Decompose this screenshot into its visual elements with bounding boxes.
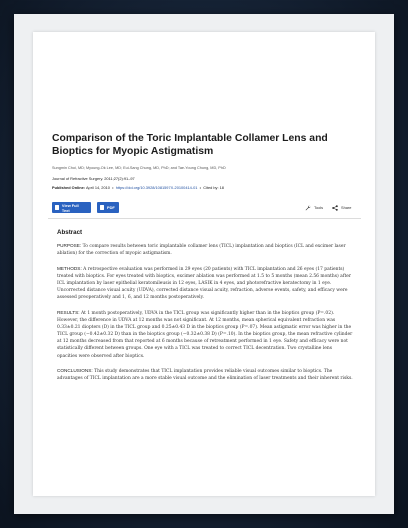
abstract-heading: Abstract: [57, 229, 83, 236]
publication-info: [52, 185, 352, 190]
purpose-label: PURPOSE:: [57, 243, 82, 248]
author-list: Sungmin Choi, MD; Myoung-Ok Lee, MD; Eui-Sang Chung, MD, PhD; and Tae-Young Chung, MD, PhD: [52, 166, 226, 170]
wrench-icon: [305, 205, 311, 211]
share-button[interactable]: [332, 203, 351, 212]
article-title: Comparison of the Toric Implantable Collamer Lens and Bioptics for Myopic Astigmatism: [52, 133, 328, 157]
tools-label: Tools: [314, 205, 324, 210]
doi-link[interactable]: https://doi.org/10.3928/1081597X-20100414-01: [115, 185, 198, 190]
view-full-text-button[interactable]: [52, 202, 91, 213]
abstract-methods: [57, 265, 353, 301]
cited-by-label: Cited by:: [203, 185, 219, 190]
results-label: RESULTS:: [57, 310, 80, 315]
abstract-purpose: [57, 242, 353, 257]
abstract-section: [48, 218, 361, 477]
pdf-icon: [100, 205, 104, 210]
cited-by-count: 18: [219, 185, 224, 190]
view-full-text-label: View Full Text: [61, 202, 79, 213]
published-label: Published Online:: [52, 185, 86, 190]
journal-citation: Journal of Refractive Surgery. 2011;27(2):91–97: [52, 176, 135, 181]
pdf-button[interactable]: [97, 202, 119, 213]
published-date: April 14, 2010: [85, 185, 110, 190]
pdf-label: PDF: [107, 205, 115, 210]
results-text: At 1 month postoperatively, UDVA in the TICL group was significantly higher than in the bioptics group (P=.02). However, the difference in UDVA at 12 months was not significant. At 12 months, mean spherical equivalent refraction was 0.33±0.21 diopters (D) in the TICL group and 0.25±0.43 D in the bioptics group (P=.07). Mean astigmatic error was higher in the TICL group (−0.42±0.32 D) than in the bioptics group (−0.32±0.38 D) (P=.10). In the bioptics group, the mean refractive cylinder at 12 months decreased from that reported at 6 months because of retreatment performed in 1 eye. Safety and efficacy were not statistically different between groups. One eye with a TICL was treated to correct TICL decentration. Two crystalline lens opacities were observed after bioptics.: [57, 311, 353, 359]
conclusions-text: This study demonstrates that TICL implantation provides reliable visual outcomes similar to bioptics. The advantages of TICL implantation are a more stable visual outcome and the elimination of laser treatments and their inherent risks.: [57, 369, 353, 382]
abstract-conclusions: [57, 367, 353, 382]
conclusions-label: CONCLUSIONS:: [57, 368, 93, 373]
methods-text: A retrospective evaluation was performed in 29 eyes (20 patients) with TICL implantation and 26 eyes (17 patients) treated with bioptics. For eyes treated with bioptics, excimer ablation was performed at 1.5 to 5 months (mean 2.56 months) after ICL implantation by laser epithelial keratomileusis in 12 eyes, LASIK in 4 eyes, and photorefractive keratectomy in 1 eye. Uncorrected distance visual acuity (UDVA), corrected distance visual acuity, refraction, adverse events, safety, and efficacy were assessed preoperatively and 1, 6, and 12 months postoperatively.: [57, 267, 352, 301]
methods-label: METHODS:: [57, 266, 82, 271]
tools-button[interactable]: [305, 203, 323, 212]
share-icon: [332, 205, 338, 211]
pub-separator: •: [111, 185, 115, 190]
purpose-text: To compare results between toric implantable collamer lens (TICL) implantation and bioptics (ICL and excimer laser ablation) for the correction of myopic astigmatism.: [57, 244, 346, 257]
pub-separator: •: [198, 185, 203, 190]
share-label: Share: [341, 205, 352, 210]
abstract-results: [57, 309, 353, 360]
document-icon: [55, 205, 59, 210]
